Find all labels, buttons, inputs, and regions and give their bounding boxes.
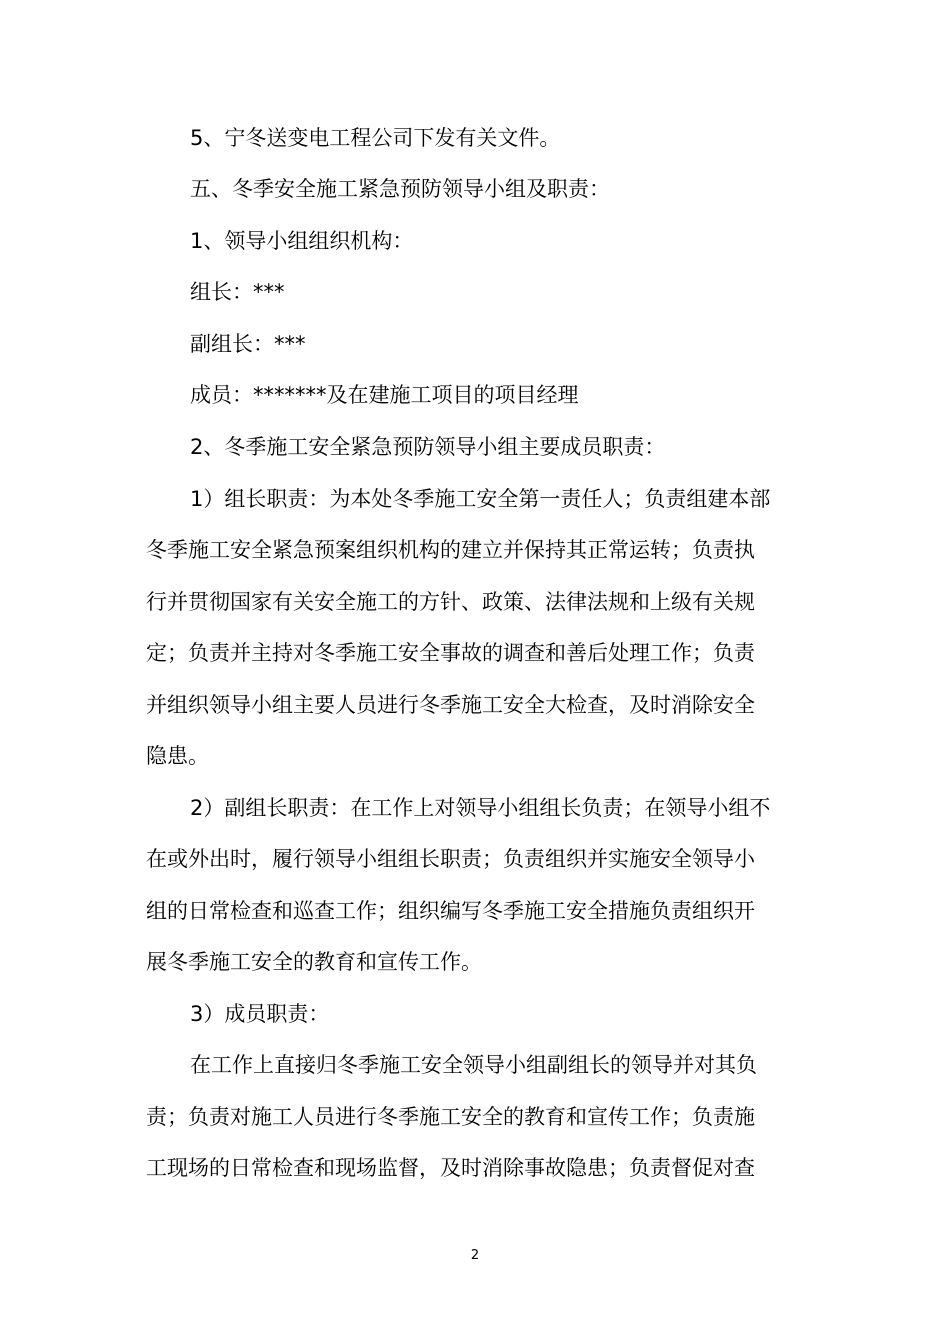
text-line: 在工作上直接归冬季施工安全领导小组副组长的领导并对其负 [190, 1053, 757, 1077]
text-line: 成员：*******及在建施工项目的项目经理 [190, 383, 579, 407]
text-line: 组长：*** [190, 280, 285, 304]
text-line: 2）副组长职责：在工作上对领导小组组长负责；在领导小组不 [190, 796, 771, 820]
text-line: 工现场的日常检查和现场监督，及时消除事故隐患；负责督促对查 [146, 1156, 755, 1180]
text-line: 行并贯彻国家有关安全施工的方针、政策、法律法规和上级有关规 [146, 590, 755, 614]
section-heading: 五、冬季安全施工紧急预防领导小组及职责： [190, 177, 610, 201]
text-line: 隐患。 [146, 744, 209, 768]
subsection-heading: 1、领导小组组织机构： [190, 229, 414, 253]
text-line: 1）组长职责：为本处冬季施工安全第一责任人；负责组建本部 [190, 487, 771, 511]
text-line: 并组织领导小组主要人员进行冬季施工安全大检查，及时消除安全 [146, 693, 755, 717]
text-line: 定；负责并主持对冬季施工安全事故的调查和善后处理工作；负责 [146, 641, 755, 665]
text-line: 展冬季施工安全的教育和宣传工作。 [146, 950, 482, 974]
text-line: 责；负责对施工人员进行冬季施工安全的教育和宣传工作；负责施 [146, 1105, 755, 1129]
text-line: 冬季施工安全紧急预案组织机构的建立并保持其正常运转；负责执 [146, 538, 755, 562]
subsection-heading: 2、冬季施工安全紧急预防领导小组主要成员职责： [190, 435, 666, 459]
text-line: 5、宁冬送变电工程公司下发有关文件。 [190, 126, 561, 150]
page-number: 2 [470, 1248, 480, 1263]
text-line: 3）成员职责： [190, 1002, 330, 1026]
text-line: 在或外出时，履行领导小组组长职责；负责组织并实施安全领导小 [146, 847, 755, 871]
text-line: 副组长：*** [190, 332, 306, 356]
text-line: 组的日常检查和巡查工作；组织编写冬季施工安全措施负责组织开 [146, 899, 755, 923]
